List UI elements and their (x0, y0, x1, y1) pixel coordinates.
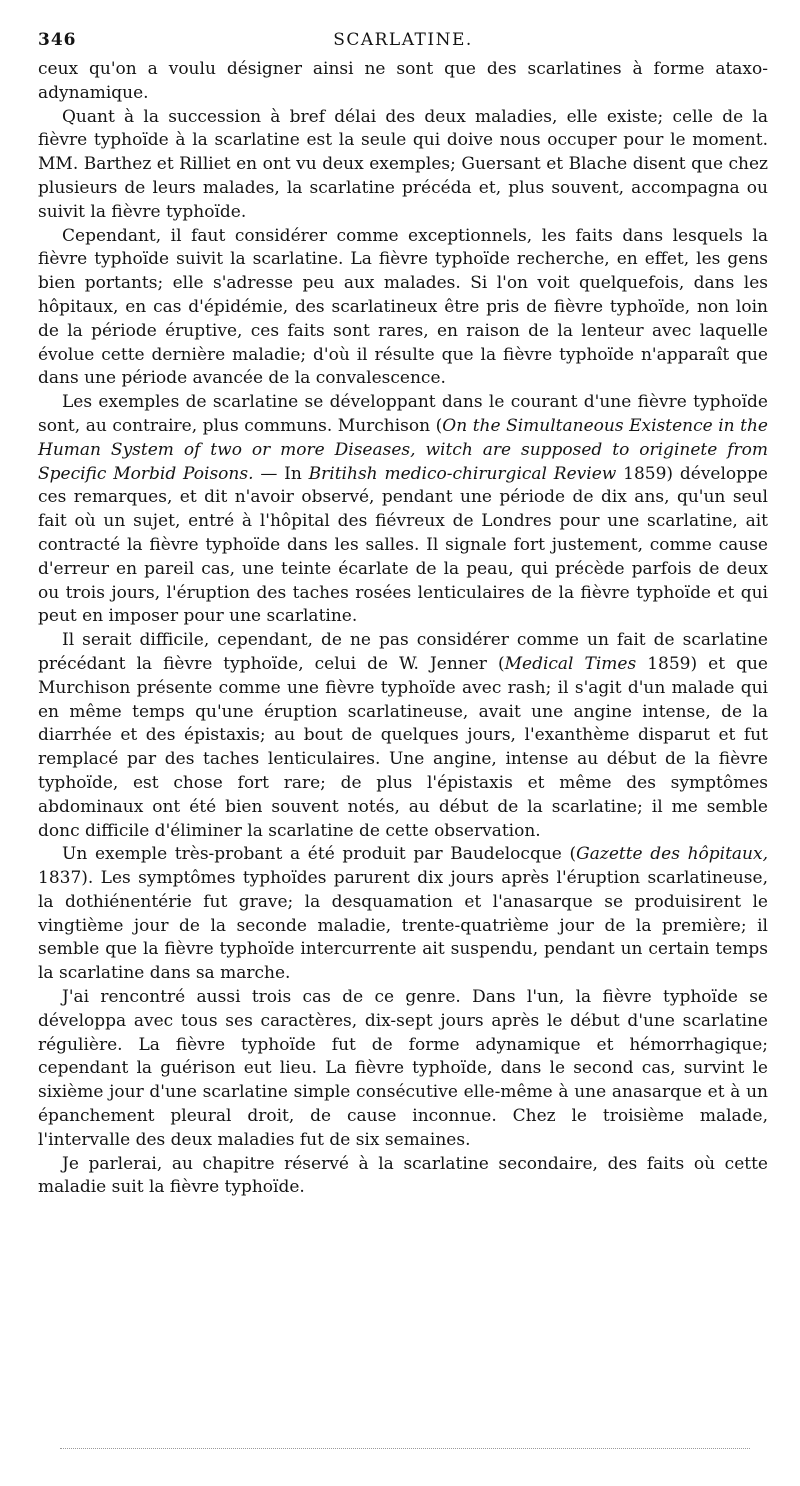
text-run: Il serait difficile, cependant, de ne pas considérer comme un fait de scarlatine précédant la fièvre typhoïde, celui de W. Jenner ( (38, 630, 768, 674)
text-run: Les exemples de scarlatine se développant dans le courant d'une fièvre typhoïde sont, au contraire, plus communs. Murchison ( (38, 392, 768, 436)
text-run: — In (253, 463, 309, 484)
body-text (38, 58, 768, 1200)
paragraph (38, 58, 768, 106)
italic-citation: Gazette des hôpitaux, (576, 844, 768, 865)
text-run: Cependant, il faut considérer comme exceptionnels, les faits dans lesquels la fièvre typhoïde suivit la scarlatine. La fièvre typhoïde recherche, en effet, les gens bien portants; elle s'adresse peu aux malades. Si l'on voit quelquefois, dans les hôpitaux, en cas d'épidémie, des scarlatineux être pris de fièvre typhoïde, non loin de la période éruptive, ces faits sont rares, en raison de la lenteur avec laquelle évolue cette dernière maladie; d'où il résulte que la fièvre typhoïde n'apparaît que dans une période avancée de la convalescence. (38, 225, 768, 389)
text-run: 1837). Les symptômes typhoïdes parurent dix jours après l'éruption scarlatineuse, la dothiénentérie fut grave; la desquamation et l'anasarque se produisirent le vingtième jour de la seconde maladie, trente-quatrième jour de la première; il semble que la fièvre typhoïde intercurrente ait suspendu, pendant un certain temps la scarlatine dans sa marche. (38, 868, 768, 984)
page-number: 346 (38, 30, 77, 50)
text-run: Quant à la succession à bref délai des deux maladies, elle existe; celle de la fièvre typhoïde à la scarlatine est la seule qui doive nous occuper pour le moment. MM. Barthez et Rilliet en ont vu deux exemples; Guersant et Blache disent que chez plusieurs de leurs malades, la scarlatine précéda et, plus souvent, accompagna ou suivit la fièvre typhoïde. (38, 106, 768, 222)
paragraph (38, 391, 768, 629)
paragraph (38, 629, 768, 843)
paragraph (38, 225, 768, 392)
paragraph (38, 1153, 768, 1201)
italic-citation: On the Simultaneous Existence in the Human System of two or more Diseases, witch are supposed to originete from Specific Morbid Poisons. (38, 415, 768, 484)
document-page (38, 28, 768, 1200)
text-run: ceux qu'on a voulu désigner ainsi ne sont que des scarlatines à forme ataxo-adynamique. (38, 59, 768, 103)
page-bottom-rule (60, 1442, 750, 1449)
italic-citation: Britihsh medico-chirurgical Review (308, 463, 617, 484)
text-run: Un exemple très-probant a été produit par Baudelocque ( (62, 844, 577, 865)
running-title: SCARLATINE. (333, 30, 473, 50)
running-head (38, 28, 768, 58)
paragraph (38, 106, 768, 225)
text-run: J'ai rencontré aussi trois cas de ce genre. Dans l'un, la fièvre typhoïde se développa avec tous ses caractères, dix-sept jours après le début d'une scarlatine régulière. La fièvre typhoïde fut de forme adynamique et hémorrhagique; cependant la guérison eut lieu. La fièvre typhoïde, dans le second cas, survint le sixième jour d'une scarlatine simple consécutive elle-même à une anasarque et à un épanchement pleural droit, de cause inconnue. Chez le troisième malade, l'intervalle des deux maladies fut de six semaines. (38, 987, 768, 1150)
text-run: 1859) développe ces remarques, et dit n'avoir observé, pendant une période de dix ans, qu'un seul fait où un sujet, entré à l'hôpital des fiévreux de Londres pour une scarlatine, ait contracté la fièvre typhoïde dans les salles. Il signale fort justement, comme cause d'erreur en pareil cas, une teinte écarlate de la peau, qui précède parfois de deux ou trois jours, l'éruption des taches rosées lenticulaires de la fièvre typhoïde et qui peut en imposer pour une scarlatine. (38, 463, 768, 627)
paragraph (38, 843, 768, 986)
text-run: 1859) et que Murchison présente comme une fièvre typhoïde avec rash; il s'agit d'un malade qui en même temps qu'une éruption scarlatineuse, avait une angine intense, de la diarrhée et des épistaxis; au bout de quelques jours, l'exanthème disparut et fut remplacé par des taches lenticulaires. Une angine, intense au début de la fièvre typhoïde, est chose fort rare; de plus l'épistaxis et même des symptômes abdominaux ont été bien souvent notés, au début de la scarlatine; il me semble donc difficile d'éliminer la scarlatine de cette observation. (38, 653, 768, 841)
italic-citation: Medical Times (504, 653, 637, 674)
paragraph (38, 986, 768, 1153)
text-run: Je parlerai, au chapitre réservé à la scarlatine secondaire, des faits où cette maladie suit la fièvre typhoïde. (38, 1153, 768, 1198)
